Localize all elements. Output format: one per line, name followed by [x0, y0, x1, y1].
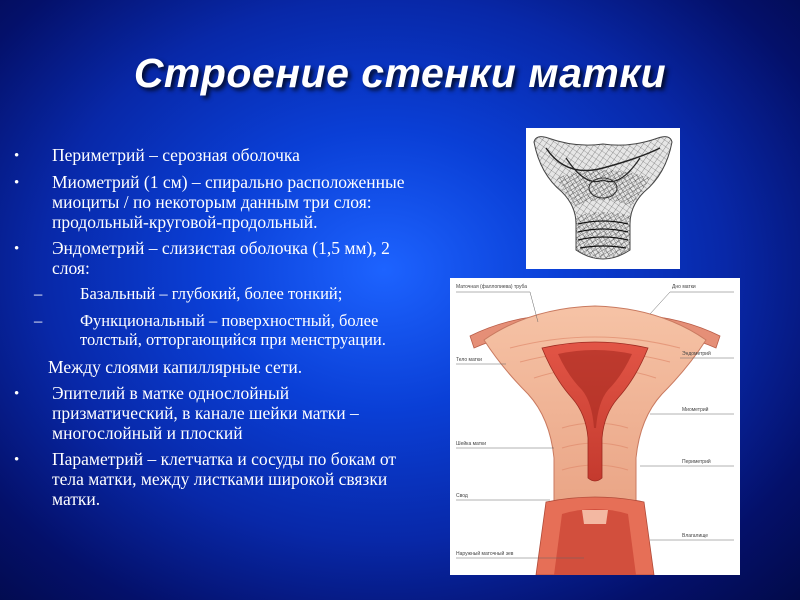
bullet-marker: •: [14, 175, 20, 191]
sub-list-item-text: Базальный – глубокий, более тонкий;: [80, 284, 343, 303]
list-item-text: Эндометрий – слизистая оболочка (1,5 мм), 2 слоя:: [52, 238, 390, 278]
label-vault: Свод: [456, 493, 468, 499]
uterus-diagram: [450, 278, 740, 575]
bullet-marker: •: [14, 386, 20, 402]
list-item-text: Параметрий – клетчатка и сосуды по бокам от тела матки, между листками широкой связки матки.: [52, 449, 397, 509]
label-external-os: Наружный маточный зев: [456, 551, 514, 557]
list-item: [14, 238, 414, 278]
sub-list-item: [14, 311, 414, 349]
list-item: [14, 145, 414, 166]
bullet-list: [14, 145, 414, 515]
list-item-text: Эпителий в матке однослойный призматический, в канале шейки матки – многослойный и плоский: [52, 383, 359, 443]
list-item: [14, 449, 414, 509]
label-perimetrium: Периметрий: [682, 459, 711, 465]
list-item-text: Миометрий (1 см) – спирально расположенные миоциты / по некоторым данным три слоя: продольный-круговой-продольный.: [52, 172, 405, 232]
label-tube: Маточная (фаллопиева) труба: [456, 284, 528, 290]
dash-marker: –: [34, 311, 43, 330]
dash-marker: –: [34, 284, 43, 303]
label-cervix: Шейка матки: [456, 441, 487, 447]
label-endometrium: Эндометрий: [682, 351, 711, 357]
list-item: [14, 383, 414, 443]
bullet-marker: •: [14, 148, 20, 164]
label-vagina: Влагалище: [682, 533, 709, 539]
slide-title: Строение стенки матки: [133, 50, 667, 96]
list-item-text: Периметрий – серозная оболочка: [52, 145, 300, 165]
sub-list-item: [14, 284, 414, 303]
bullet-marker: •: [14, 452, 20, 468]
label-body: Тело матки: [456, 357, 482, 363]
label-fundus: Дно матки: [672, 284, 696, 290]
list-item: [14, 172, 414, 232]
sub-list-item-text: Функциональный – поверхностный, более толстый, отторгающийся при менструации.: [80, 311, 386, 349]
label-myometrium: Миометрий: [682, 407, 709, 413]
plain-text-line: Между слоями капиллярные сети.: [48, 357, 303, 377]
myometrium-fibers-illustration: [526, 128, 680, 269]
bullet-marker: •: [14, 241, 20, 257]
